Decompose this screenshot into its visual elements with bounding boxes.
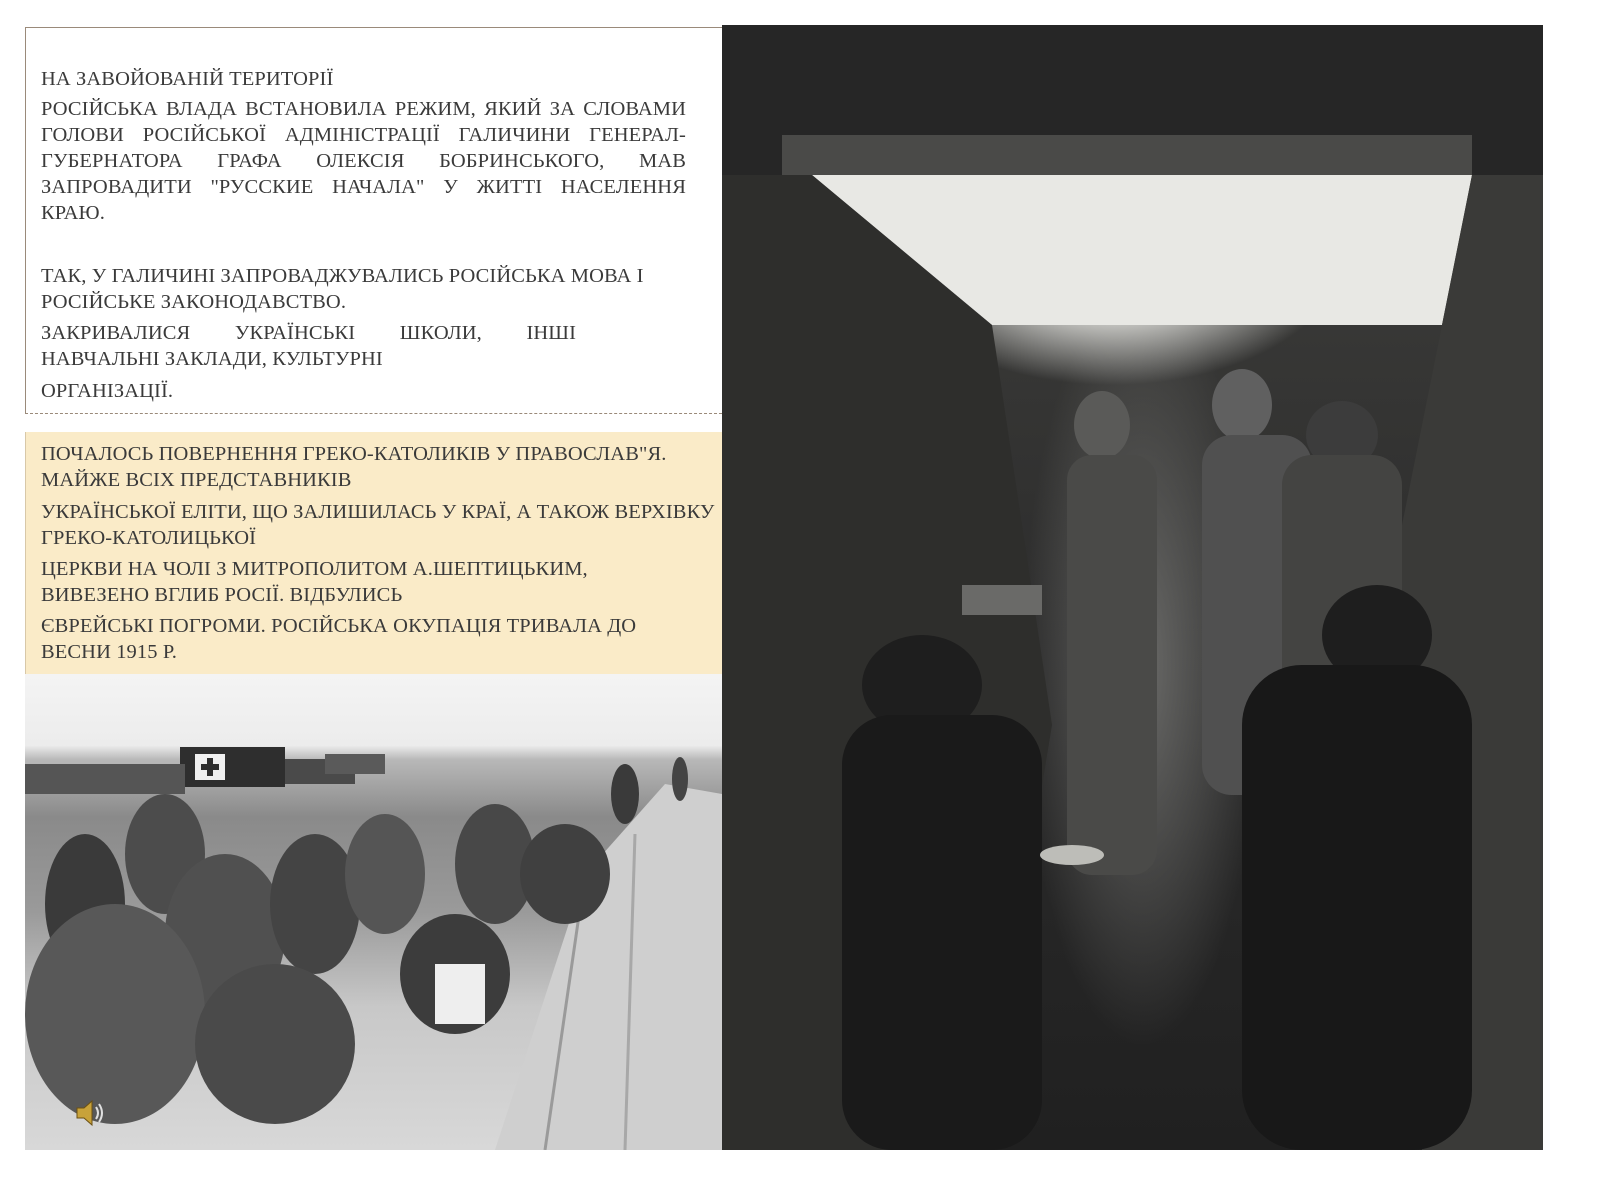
dashed-divider	[25, 413, 722, 414]
paragraph-schools: ЗАКРИВАЛИСЯ УКРАЇНСЬКІ ШКОЛИ, ІНШІ НАВЧАЛЬНІ ЗАКЛАДИ, КУЛЬТУРНІ	[41, 322, 576, 370]
paragraph-organizations: ОРГАНІЗАЦІЇ.	[41, 380, 174, 402]
paragraph-church: ПОЧАЛОСЬ ПОВЕРНЕННЯ ГРЕКО-КАТОЛИКІВ У ПРАВОСЛАВ"Я. МАЙЖЕ ВСІХ ПРЕДСТАВНИКІВ	[41, 443, 667, 491]
speaker-icon-glyph	[74, 1098, 108, 1128]
top-text-box	[25, 27, 722, 413]
trench-photo-art	[722, 25, 1543, 1150]
heading: НА ЗАВОЙОВАНІЙ ТЕРИТОРІЇ	[41, 68, 334, 90]
road-photo-art	[25, 674, 722, 1150]
speaker-icon[interactable]	[74, 1098, 108, 1128]
trench-soldiers-photo	[722, 25, 1543, 1150]
paragraph-regime: РОСІЙСЬКА ВЛАДА ВСТАНОВИЛА РЕЖИМ, ЯКИЙ ЗА СЛОВАМИ ГОЛОВИ РОСІЙСЬКОЇ АДМІНІСТРАЦІЇ ГАЛИЧИНИ ГЕНЕРАЛ-ГУБЕРНАТОРА ГРАФА ОЛЕКСІЯ БОБРИНСЬКОГО, МАВ ЗАПРОВАДИТИ "РУССКИЕ НАЧАЛА" У ЖИТТІ НАСЕЛЕННЯ КРАЮ.	[41, 98, 686, 224]
soldiers-road-photo	[25, 674, 722, 1150]
paragraph-pogroms: ЄВРЕЙСЬКІ ПОГРОМИ. РОСІЙСЬКА ОКУПАЦІЯ ТРИВАЛА ДО ВЕСНИ 1915 Р.	[41, 615, 637, 663]
bottom-text-box	[25, 432, 722, 674]
paragraph-language: ТАК, У ГАЛИЧИНІ ЗАПРОВАДЖУВАЛИСЬ РОСІЙСЬКА МОВА І РОСІЙСЬКЕ ЗАКОНОДАВСТВО.	[41, 265, 644, 313]
paragraph-sheptytsky: ЦЕРКВИ НА ЧОЛІ З МИТРОПОЛИТОМ А.ШЕПТИЦЬКИМ, ВИВЕЗЕНО ВГЛИБ РОСІЇ. ВІДБУЛИСЬ	[41, 558, 588, 606]
paragraph-elite: УКРАЇНСЬКОЇ ЕЛІТИ, ЩО ЗАЛИШИЛАСЬ У КРАЇ, А ТАКОЖ ВЕРХІВКУ ГРЕКО-КАТОЛИЦЬКОЇ	[41, 501, 715, 549]
